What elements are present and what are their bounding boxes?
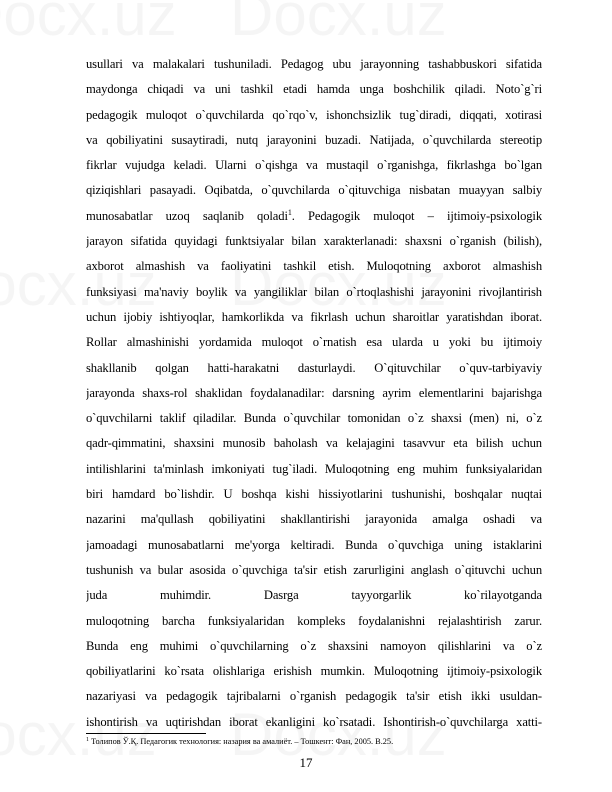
text-line: va qobiliyatini susaytiradi, nutq jarayonini buzadi. Natijada, o`quvchilarda stereotip (86, 132, 542, 147)
text-line: jarayonda shaxs-rol shaklidan foydalanadilar: darsning ayrim elementlarini bajarishga (86, 385, 542, 400)
text-line: shakllanib qolgan hatti-harakatni dasturlaydi. O`qituvchilar o`quv-tarbiyaviy (86, 360, 542, 375)
text-line (86, 204, 542, 229)
text-line: qiziqishlari pasayadi. Oqibatda, o`quvchilarda o`qituvchiga nisbatan muayyan salbiy (86, 183, 542, 198)
text-line: jarayon sifatida quyidagi funktsiyalar bilan xarakterlanadi: shaxsni o`rganish (bilish), (86, 234, 542, 249)
body-text (86, 52, 542, 735)
text-line: axborot almashish va faoliyatini tashkil etish. Muloqotning axborot almashish (86, 259, 542, 274)
text-line: fikrlar vujudga keladi. Ularni o`qishga va mustaqil o`rganishga, fikrlashga bo`lgan (86, 158, 542, 173)
text-line: qobiliyatlarini ko`rsata olishlariga erishish mumkin. Muloqotning ijtimoiy-psixologik (86, 664, 542, 679)
footnote-mark: 1 (86, 737, 89, 743)
footnote-divider (86, 733, 206, 734)
watermark (230, 0, 447, 49)
text-line: tushunish va bular asosida o`quvchiga ta'sir etish zarurligini anglash o`qituvchi uchun (86, 562, 542, 577)
text-line: jamoadagi munosabatlarni me'yorga keltiradi. Bunda o`quvchiga uning istaklarini (86, 537, 542, 552)
text-segment: munosabatlar uzoq saqlanib qoladi (86, 208, 288, 223)
footnote-reference: 1 (287, 207, 292, 217)
page-number: 17 (299, 755, 313, 770)
text-line: pedagogik muloqot o`quvchilarda qo`rqo`v, ishonchsizlik tug`diradi, diqqati, xotirasi (86, 107, 542, 122)
text-line: muloqotning barcha funksiyalaridan kompleks foydalanishni rejalashtirish zarur. (86, 613, 542, 628)
watermark (0, 0, 177, 49)
text-line: ishontirish va uqtirishdan iborat ekanligini ko`rsatadi. Ishontirish-o`quvchilarga xatti- (86, 714, 542, 729)
text-line: biri hamdard bo`lishdir. U boshqa kishi hissiyotlarini tushunishi, boshqalar nuqtai (86, 487, 542, 502)
text-line: funksiyasi ma'naviy boylik va yangiliklar bilan o`rtoqlashishi jarayonini rivojlantirish (86, 284, 542, 299)
footnote-text: Толипов Ў.Қ. Педагогик технология: назария ва амалиёт. – Тошкент: Фан, 2005. B.25. (89, 737, 394, 746)
text-line: usullari va malakalari tushuniladi. Pedagog ubu jarayonning tashabbuskori sifatida (86, 57, 542, 71)
text-line: maydonga chiqadi va uni tashkil etadi hamda unga boshchilik qiladi. Noto`g`ri (86, 82, 542, 97)
text-line: Rollar almashinishi yordamida muloqot o`rnatish esa ularda u yoki bu ijtimoiy (86, 335, 542, 350)
text-line: intilishlarini ta'minlash imkoniyati tug`iladi. Muloqotning eng muhim funksiyalaridan (86, 461, 542, 476)
text-line: qadr-qimmatini, shaxsini munosib baholash va kelajagini tasavvur eta bilish uchun (86, 436, 542, 451)
text-line: Bunda eng muhimi o`quvchilarning o`z shaxsini namoyon qilishlarini va o`z (86, 638, 542, 653)
text-line: nazariyasi va pedagogik tajribalarni o`rganish pedagogik ta'sir etish ikki usuldan- (86, 689, 542, 704)
text-line: juda muhimdir. Dasrga tayyorgarlik ko`rilayotganda (86, 588, 542, 603)
text-line: o`quvchilarni taklif qiladilar. Bunda o`quvchilar tomonidan o`z shaxsi (men) ni, o`z (86, 411, 542, 426)
footnote (86, 736, 393, 747)
text-line: uchun ijobiy ishtiyoqlar, hamkorlikda va fikrlash uchun sharoitlar yaratishdan iborat. (86, 309, 542, 324)
text-segment: . Pedagogik muloqot – ijtimoiy-psixologik (291, 208, 542, 223)
text-line: nazarini ma'qullash qobiliyatini shakllantirishi jarayonida amalga oshadi va (86, 512, 542, 527)
